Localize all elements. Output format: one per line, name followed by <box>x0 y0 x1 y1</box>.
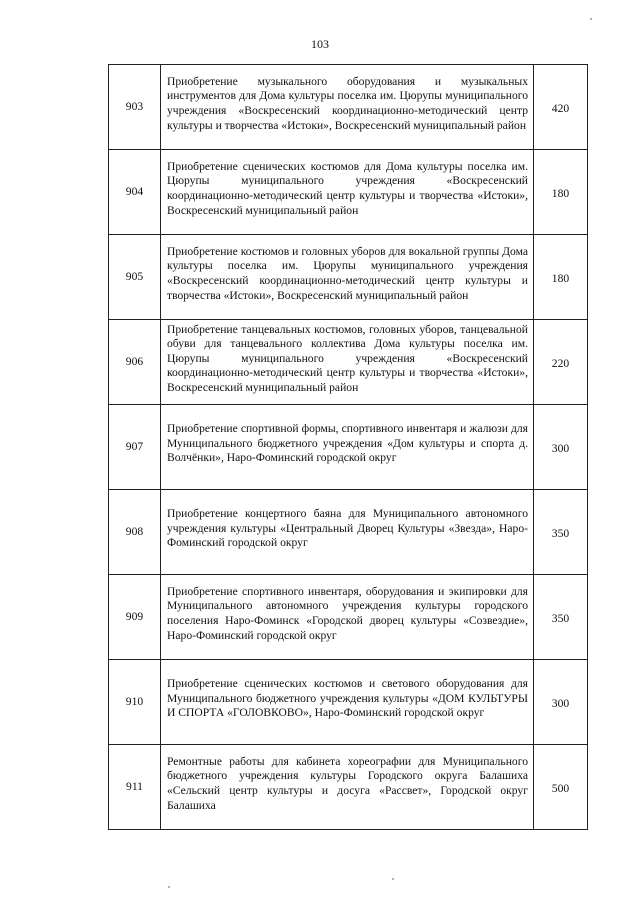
row-number: 911 <box>109 745 161 830</box>
row-number: 910 <box>109 660 161 745</box>
table-body <box>109 65 588 830</box>
row-description-cell <box>161 490 534 575</box>
row-amount: 180 <box>551 271 570 285</box>
row-description-cell <box>161 745 534 830</box>
row-amount: 300 <box>551 696 570 710</box>
row-amount: 350 <box>551 611 570 625</box>
row-description: Ремонтные работы для кабинета хореографии для Муниципального бюджетного учреждения культуры Городского округа Балашиха «Сельский центр культуры и досуга «Рассвет», Городской округ Балашиха <box>167 754 528 812</box>
scan-speck <box>590 18 592 20</box>
row-description: Приобретение танцевальных костюмов, головных уборов, танцевальной обуви для танцевального коллектива Дома культуры поселка им. Цюрупы муниципального учреждения «Воскресенский координационно-методический центр культуры и творчества «Истоки», Воскресенский муниципальный район <box>167 322 528 394</box>
row-description: Приобретение спортивной формы, спортивного инвентаря и жалюзи для Муниципального бюджетного учреждения «Дом культуры и спорта д. Волчёнки», Наро-Фоминский городской округ <box>167 422 528 465</box>
row-description: Приобретение музыкального оборудования и музыкальных инструментов для Дома культуры поселка им. Цюрупы муниципального учреждения «Воскресенский координационно-методический центр культуры и творчества «Истоки», Воскресенский муниципальный район <box>167 74 528 132</box>
row-amount-cell <box>534 660 588 745</box>
row-amount: 220 <box>551 356 570 370</box>
row-amount-cell <box>534 490 588 575</box>
row-description: Приобретение костюмов и головных уборов для вокальной группы Дома культуры поселка им. Цюрупы муниципального учреждения «Воскресенский координационно-методический центр культуры и творчества «Истоки», Воскресенский муниципальный район <box>167 244 528 302</box>
row-amount-cell <box>534 745 588 830</box>
row-description: Приобретение сценических костюмов и светового оборудования для Муниципального бюджетного учреждения культуры «ДОМ КУЛЬТУРЫ И СПОРТА «ГОЛОВКОВО», Наро-Фоминский городской округ <box>167 677 528 720</box>
row-amount: 420 <box>551 101 570 115</box>
row-amount-cell <box>534 150 588 235</box>
budget-items-table <box>108 64 588 830</box>
table-row <box>109 65 588 150</box>
row-description: Приобретение сценических костюмов для Дома культуры поселка им. Цюрупы муниципального учреждения «Воскресенский координационно-методический центр культуры и творчества «Истоки», Воскресенский муниципальный район <box>167 159 528 217</box>
row-amount-cell <box>534 575 588 660</box>
row-amount: 500 <box>551 781 570 795</box>
table-row <box>109 235 588 320</box>
table-row <box>109 745 588 830</box>
table-row <box>109 490 588 575</box>
row-description-cell <box>161 150 534 235</box>
row-amount-cell <box>534 405 588 490</box>
row-description-cell <box>161 575 534 660</box>
row-amount: 180 <box>551 186 570 200</box>
row-amount-cell <box>534 65 588 150</box>
row-number: 906 <box>109 320 161 405</box>
row-amount: 300 <box>551 441 570 455</box>
table-row <box>109 575 588 660</box>
table-row <box>109 660 588 745</box>
row-number: 903 <box>109 65 161 150</box>
row-description-cell <box>161 235 534 320</box>
scan-speck <box>168 886 170 888</box>
table-row <box>109 405 588 490</box>
row-description: Приобретение концертного баяна для Муниципального автономного учреждения культуры «Центральный Дворец Культуры «Звезда», Наро-Фоминский городской округ <box>167 507 528 550</box>
table-row <box>109 150 588 235</box>
row-description-cell <box>161 320 534 405</box>
row-description-cell <box>161 65 534 150</box>
row-description-cell <box>161 660 534 745</box>
row-description: Приобретение спортивного инвентаря, оборудования и экипировки для Муниципального автономного учреждения культуры городского поселения Наро-Фоминск «Городской дворец культуры «Созвездие», Наро-Фоминский городской округ <box>167 584 528 642</box>
row-description-cell <box>161 405 534 490</box>
row-amount: 350 <box>551 526 570 540</box>
row-amount-cell <box>534 235 588 320</box>
page-number: 103 <box>311 37 329 51</box>
row-number: 908 <box>109 490 161 575</box>
row-number: 905 <box>109 235 161 320</box>
row-amount-cell <box>534 320 588 405</box>
row-number: 909 <box>109 575 161 660</box>
table-row <box>109 320 588 405</box>
row-number: 907 <box>109 405 161 490</box>
row-number: 904 <box>109 150 161 235</box>
scan-speck <box>392 878 394 880</box>
